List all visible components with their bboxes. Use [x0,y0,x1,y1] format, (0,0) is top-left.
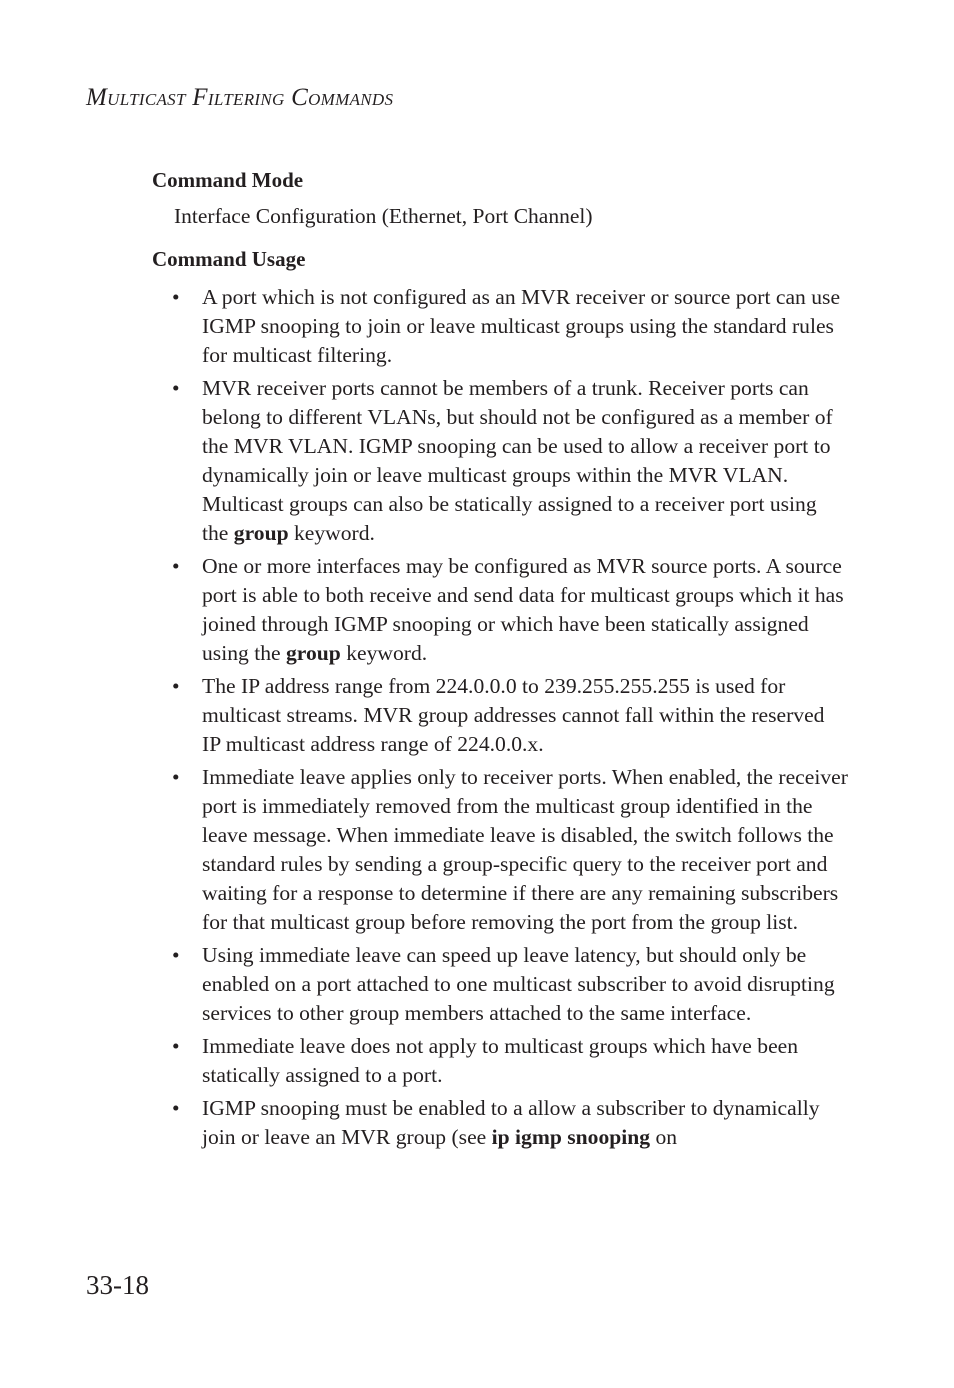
bullet-text: IGMP snooping must be enabled to a allow a subscriber to dynamically join or leave an MVR group (see [202,1096,820,1149]
header-word-2: FILTERING [192,84,285,111]
bullet-text: keyword. [288,521,375,545]
usage-bullet-item [172,374,848,548]
header-word-1: MULTICAST [86,84,186,111]
bullet-icon: • [172,554,180,578]
usage-bullet-item [172,941,848,1028]
bullet-icon: • [172,285,180,309]
bullet-text: keyword. [340,641,428,665]
bullet-text: on [650,1125,678,1149]
page-number: 33-18 [86,1270,149,1300]
command-mode-text: Interface Configuration (Ethernet, Port Channel) [174,204,593,228]
usage-bullet-item [172,283,848,370]
bullet-text: Using immediate leave can speed up leave latency, but should only be enabled on a port attached to one multicast subscriber to avoid disrupting services to other group members attached to the same interface. [202,943,835,1025]
header-word-3: COMMANDS [291,84,394,111]
bullet-text: The IP address range from 224.0.0.0 to 239.255.255.255 is used for multicast streams. MVR group addresses cannot fall within the reserved IP multicast address range of 224.0.0.x. [202,674,825,756]
keyword-text: group [233,521,289,545]
bullet-text: Immediate leave applies only to receiver ports. When enabled, the receiver port is immediately removed from the multicast group identified in the leave message. When immediate leave is disabled, the switch follows the standard rules by sending a group-specific query to the receiver port and waiting for a response to determine if there are any remaining subscribers for that multicast group before removing the port from the group list. [202,765,848,934]
bullet-text: A port which is not configured as an MVR receiver or source port can use IGMP snooping to join or leave multicast groups using the standard rules for multicast filtering. [202,285,841,367]
bullet-icon: • [172,943,180,967]
bullet-icon: • [172,376,180,400]
usage-bullet-item [172,1032,848,1090]
keyword-text: ip igmp snooping [491,1125,651,1149]
bullet-text: One or more interfaces may be configured as MVR source ports. A source port is able to both receive and send data for multicast groups which it has joined through IGMP snooping or which have been statically assigned using the [202,554,844,665]
bullet-icon: • [172,1034,180,1058]
usage-bullet-item [172,552,848,668]
running-header [86,84,393,112]
usage-bullet-item [172,1094,848,1152]
usage-bullet-item [172,672,848,759]
bullet-text: MVR receiver ports cannot be members of a trunk. Receiver ports can belong to different VLANs, but should not be configured as a member of the MVR VLAN. IGMP snooping can be used to allow a receiver port to dynamically join or leave multicast groups within the MVR VLAN. Multicast groups can also be statically assigned to a receiver port using the [202,376,833,545]
command-mode-heading: Command Mode [152,168,304,192]
bullet-text: Immediate leave does not apply to multicast groups which have been statically assigned to a port. [202,1034,799,1087]
bullet-icon: • [172,1096,180,1120]
command-usage-list [172,283,848,1156]
usage-bullet-item [172,763,848,937]
bullet-icon: • [172,765,180,789]
bullet-icon: • [172,674,180,698]
keyword-text: group [285,641,341,665]
command-usage-heading: Command Usage [152,247,306,271]
